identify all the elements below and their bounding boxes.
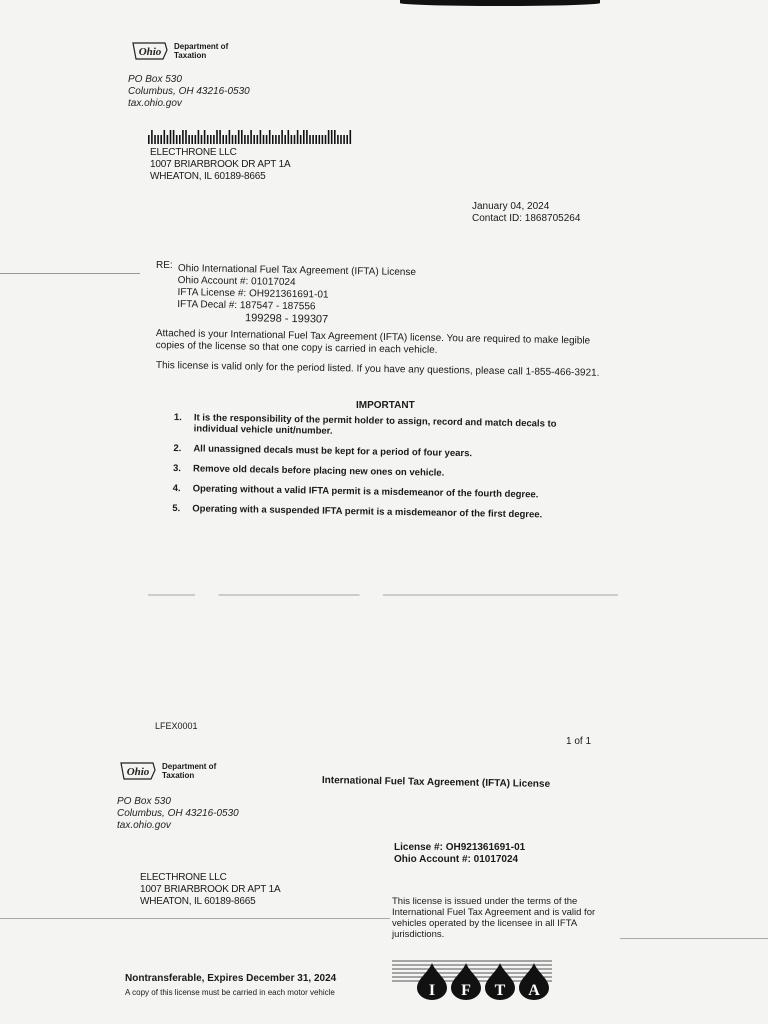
recipient-street: 1007 BRIARBROOK DR APT 1A <box>150 159 291 170</box>
form-code: LFEX0001 <box>155 721 198 731</box>
torn-edge <box>400 0 600 6</box>
department-name <box>174 42 228 60</box>
fold-line-lower-right <box>620 938 768 939</box>
license-recipient-city: WHEATON, IL 60189-8665 <box>140 896 256 907</box>
date-block <box>472 201 580 225</box>
important-item-text: Operating with a suspended IFTA permit is a misdemeanor of the first degree. <box>192 503 543 521</box>
important-item <box>173 463 593 481</box>
re-block <box>177 263 416 327</box>
svg-text:T: T <box>494 982 506 999</box>
re-label: RE: <box>156 260 173 271</box>
license-account-number: Ohio Account #: 01017024 <box>394 854 519 865</box>
recipient-address <box>150 147 290 183</box>
important-list <box>172 412 594 530</box>
important-item-number: 5. <box>172 502 181 515</box>
paragraph-valid: This license is valid only for the period listed. If you have any questions, please call 1-855-466-3921. <box>155 360 600 379</box>
letter-date: January 04, 2024 <box>472 201 550 212</box>
recipient-city: WHEATON, IL 60189-8665 <box>150 171 266 182</box>
important-item-number: 1. <box>173 412 182 424</box>
contact-id: Contact ID: 1868705264 <box>472 213 581 224</box>
svg-text:Ohio: Ohio <box>138 46 162 58</box>
postal-barcode <box>148 130 353 144</box>
important-item-number: 3. <box>172 462 182 475</box>
license-sender-website: tax.ohio.gov <box>117 820 171 831</box>
important-item-text: Operating without a valid IFTA permit is a misdemeanor of the fourth degree. <box>192 483 539 501</box>
license-recipient-address <box>140 872 280 908</box>
important-item-number: 2. <box>173 442 182 455</box>
important-item <box>174 412 594 441</box>
decal-range-annotation: 199298 - 199307 <box>244 312 329 326</box>
license-sender-address <box>117 796 239 832</box>
license-dept-line2: Taxation <box>162 771 195 780</box>
ohio-logo <box>130 40 228 62</box>
ifta-logo <box>392 957 552 1001</box>
re-decal: IFTA Decal #: 187547 - 187556 <box>177 298 316 313</box>
sender-address <box>128 74 250 110</box>
re-license: IFTA License #: OH921361691-01 <box>177 286 329 301</box>
carry-copy-note: A copy of this license must be carried in each motor vehicle <box>125 988 335 997</box>
svg-text:Ohio: Ohio <box>126 766 150 778</box>
license-ohio-logo <box>118 760 216 782</box>
license-number: License #: OH921361691-01 <box>394 842 526 853</box>
ohio-state-icon <box>118 760 158 782</box>
svg-text:I: I <box>428 982 436 999</box>
po-box: PO Box 530 <box>128 74 182 85</box>
important-heading: IMPORTANT <box>356 400 415 411</box>
license-sender-city: Columbus, OH 43216-0530 <box>117 808 239 819</box>
sender-city: Columbus, OH 43216-0530 <box>128 86 250 97</box>
important-item <box>173 483 593 501</box>
important-item <box>172 503 592 521</box>
license-recipient-street: 1007 BRIARBROOK DR APT 1A <box>140 884 281 895</box>
license-dept-line1: Department of <box>162 762 217 771</box>
recipient-name: ELECTHRONE LLC <box>150 147 237 158</box>
license-recipient-name: ELECTHRONE LLC <box>140 872 227 883</box>
dept-line2: Taxation <box>174 51 207 60</box>
important-item-text: Remove old decals before placing new ones on vehicle. <box>192 463 445 479</box>
dept-line1: Department of <box>174 42 229 51</box>
svg-text:F: F <box>461 982 471 999</box>
page-number: 1 of 1 <box>566 736 592 747</box>
important-item <box>173 443 593 461</box>
nontransferable-notice: Nontransferable, Expires December 31, 2024 <box>125 973 337 984</box>
license-department-name <box>162 762 216 780</box>
license-title: International Fuel Tax Agreement (IFTA) License <box>321 775 551 790</box>
re-subject: Ohio International Fuel Tax Agreement (IFTA) License <box>177 263 417 279</box>
important-item-number: 4. <box>172 482 181 495</box>
license-numbers <box>394 842 525 866</box>
paragraph-attached: Attached is your International Fuel Tax Agreement (IFTA) license. You are required to make legible copies of the license so that one copy is carried in each vehicle. <box>155 328 591 356</box>
fold-line-lower <box>0 918 390 919</box>
important-item-text: All unassigned decals must be kept for a period of four years. <box>193 443 473 460</box>
license-terms: This license is issued under the terms of the International Fuel Tax Agreement and is valid for vehicles operated by the licensee in all IFTA jurisdictions. <box>392 896 596 940</box>
license-po-box: PO Box 530 <box>117 796 171 807</box>
faint-scribble <box>148 594 618 596</box>
ohio-state-icon <box>130 40 170 62</box>
important-item-text: It is the responsibility of the permit holder to assign, record and match decals to individual vehicle unit/number. <box>193 412 557 437</box>
svg-text:A: A <box>528 982 540 999</box>
sender-website: tax.ohio.gov <box>128 98 182 109</box>
re-account: Ohio Account #: 01017024 <box>177 274 296 289</box>
fold-line <box>0 273 140 274</box>
